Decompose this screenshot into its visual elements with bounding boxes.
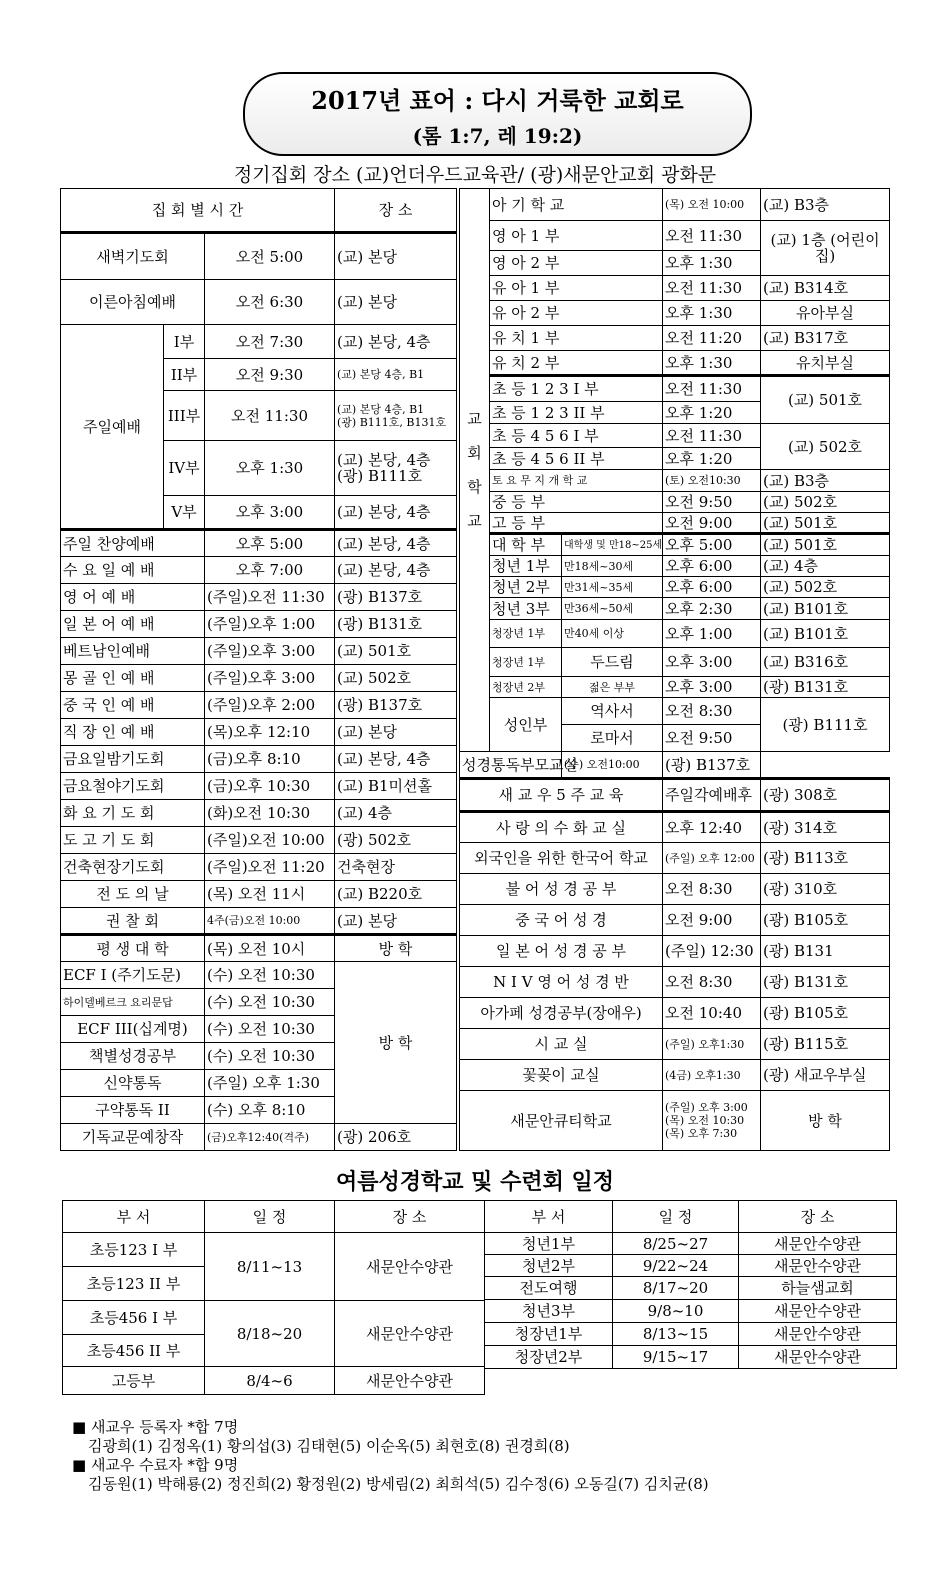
motto-verse: (롬 1:7, 레 19:2)	[412, 124, 583, 148]
summer-place: 새문안수양관	[739, 1300, 897, 1323]
school-place: (교) B314호	[761, 276, 890, 301]
class-name: ECF III(십계명)	[61, 1016, 205, 1043]
service-name: 화 요 기 도 회	[61, 800, 205, 827]
young-name: 청장년 2부	[490, 677, 562, 698]
other-name: 외국인을 위한 한국어 학교	[460, 843, 663, 874]
sunday-place-2: (광) B111호	[337, 467, 423, 485]
school-time: 오전 9:50	[663, 492, 761, 513]
class-name: 하이델베르크 요리문답	[61, 989, 205, 1016]
other-place: (광) B131	[761, 936, 890, 967]
parents-name: 성경통독부모교실	[460, 752, 562, 779]
young-time: 오후 2:30	[663, 598, 761, 620]
school-name: 초 등 4 5 6 II 부	[490, 448, 663, 470]
young-name: 대 학 부	[490, 534, 562, 556]
sunday-part: III부	[164, 391, 205, 441]
service-place: (광) 502호	[335, 827, 457, 854]
other-time: (4금) 오후1:30	[663, 1060, 761, 1091]
service-time: (주일)오전 11:30	[205, 584, 335, 611]
class-name: 신약통독	[61, 1070, 205, 1097]
young-sub: 만36세~50세	[562, 598, 663, 620]
young-sub: 대학생 및 만18~25세	[562, 534, 663, 556]
service-name: 권 찰 회	[61, 908, 205, 935]
young-sub: 젊은 부부	[562, 677, 663, 698]
service-name: 영 어 예 배	[61, 584, 205, 611]
school-name: 초 등 1 2 3 II 부	[490, 402, 663, 424]
summer-place: 새문안수양관	[739, 1323, 897, 1346]
school-place: (교) 1층 (어린이집)	[761, 221, 890, 276]
other-time: (주일) 12:30	[663, 936, 761, 967]
summer-right-table	[484, 1200, 897, 1369]
other-name: 꽃꽂이 교실	[460, 1060, 663, 1091]
school-name: 유 아 1 부	[490, 276, 663, 301]
young-time: 오후 1:00	[663, 620, 761, 648]
registrant-names: 김광희(1) 김정옥(1) 황의섭(3) 김태현(5) 이순옥(5) 최현호(8) 권경희(8)	[88, 1437, 570, 1455]
service-place: (교) B220호	[335, 881, 457, 908]
parents-place: (광) B137호	[663, 752, 761, 779]
service-time: (목) 오전 11시	[205, 881, 335, 908]
summer-date: 9/8~10	[613, 1300, 739, 1323]
service-name: 주일 찬양예배	[61, 530, 205, 557]
service-place: (교) 본당, 4층	[335, 557, 457, 584]
school-time: 오후 1:20	[663, 402, 761, 424]
service-place: (교) 502호	[335, 665, 457, 692]
worship-schedule-table	[60, 188, 457, 1151]
school-place: (교) 502호	[761, 424, 890, 470]
summer-dept: 초등123 I 부	[63, 1233, 205, 1267]
sunday-part: V부	[164, 496, 205, 530]
sunday-part: I부	[164, 325, 205, 359]
summer-dept: 전도여행	[485, 1277, 613, 1300]
young-time: 오후 5:00	[663, 534, 761, 556]
young-place: (교) B101호	[761, 598, 890, 620]
school-label: 교 회 학 교	[460, 189, 490, 752]
service-time: 4주(금)오전 10:00	[205, 908, 335, 935]
beauty-time: (목) 오후 7:30	[665, 1127, 738, 1140]
early-name: 이른아침예배	[61, 280, 205, 325]
school-time: 오후 1:30	[663, 301, 761, 326]
registrant-title: ■ 새교우 등록자 *합 7명	[72, 1418, 239, 1436]
school-place: (교) 501호	[761, 376, 890, 424]
sunday-place: (교) 본당, 4층	[337, 451, 431, 469]
college-place: 방 학	[335, 935, 457, 962]
service-time: (주일)오후 1:00	[205, 611, 335, 638]
young-name: 청년 1부	[490, 556, 562, 577]
other-time: (주일) 오후 12:00	[663, 843, 761, 874]
other-time: 오후 12:40	[663, 812, 761, 843]
sunday-time: 오전 11:30	[205, 391, 335, 441]
school-name: 유 치 1 부	[490, 326, 663, 351]
school-name: 영 아 2 부	[490, 251, 663, 276]
class-time: (수) 오전 10:30	[205, 962, 335, 989]
young-place: (교) B101호	[761, 620, 890, 648]
summer-place: 새문안수양관	[739, 1346, 897, 1369]
summer-head-date: 일 정	[205, 1201, 335, 1233]
other-name: 아가페 성경공부(장애우)	[460, 998, 663, 1029]
classes-place: 방 학	[335, 962, 457, 1124]
college-time: (목) 오전 10시	[205, 935, 335, 962]
other-time: 오전 9:00	[663, 905, 761, 936]
school-time: 오전 11:30	[663, 424, 761, 448]
venue-line: 정기집회 장소 (교)언더우드교육관/ (광)새문안교회 광화문	[233, 164, 717, 186]
school-place: (교) 501호	[761, 513, 890, 534]
service-name: 중 국 인 예 배	[61, 692, 205, 719]
other-place: (광) 314호	[761, 812, 890, 843]
beauty-place: 방 학	[761, 1091, 890, 1151]
class-name: ECF I (주기도문)	[61, 962, 205, 989]
class-name: 구약통독 II	[61, 1097, 205, 1124]
other-place: (광) B105호	[761, 998, 890, 1029]
class-time: (수) 오전 10:30	[205, 1043, 335, 1070]
school-place: (교) 502호	[761, 492, 890, 513]
summer-place: 하늘샘교회	[739, 1277, 897, 1300]
summer-place: 새문안수양관	[739, 1233, 897, 1255]
school-time: 오전 11:20	[663, 326, 761, 351]
newcomer-time: 주일각예배후	[663, 779, 761, 812]
young-place: (교) B316호	[761, 648, 890, 677]
early-time: 오전 6:30	[205, 280, 335, 325]
motto-banner	[243, 72, 752, 156]
service-place: 건축현장	[335, 854, 457, 881]
summer-date: 9/15~17	[613, 1346, 739, 1369]
service-place: (교) B1미션홀	[335, 773, 457, 800]
summer-dept: 청년3부	[485, 1300, 613, 1323]
summer-date: 8/4~6	[205, 1367, 335, 1395]
summer-dept: 초등123 II 부	[63, 1267, 205, 1301]
service-time: (금)오후 8:10	[205, 746, 335, 773]
sunday-place: (교) 본당, 4층	[335, 496, 457, 530]
summer-dept: 초등456 I 부	[63, 1301, 205, 1335]
service-time: (주일)오후 3:00	[205, 638, 335, 665]
choir-place: (광) 206호	[335, 1124, 457, 1151]
class-time: (수) 오전 10:30	[205, 989, 335, 1016]
summer-date: 8/11~13	[205, 1233, 335, 1301]
service-name: 직 장 인 예 배	[61, 719, 205, 746]
school-time: (목) 오전 10:00	[663, 189, 761, 221]
school-place: 유아부실	[761, 301, 890, 326]
service-time: 오후 7:00	[205, 557, 335, 584]
choir-name: 기독교문예창작	[61, 1124, 205, 1151]
sunday-time: 오전 9:30	[205, 359, 335, 391]
school-name: 초 등 1 2 3 I 부	[490, 376, 663, 402]
summer-left-table	[62, 1200, 485, 1395]
sunday-time: 오후 1:30	[205, 441, 335, 496]
service-time: (금)오후 10:30	[205, 773, 335, 800]
newcomer-place: (광) 308호	[761, 779, 890, 812]
young-name: 청장년 1부	[490, 620, 562, 648]
young-time: 오후 6:00	[663, 556, 761, 577]
summer-place: 새문안수양관	[739, 1255, 897, 1277]
young-time: 오후 3:00	[663, 648, 761, 677]
adult-sub: 로마서	[562, 725, 663, 752]
school-place: (교) B3층	[761, 189, 890, 221]
school-time: 오후 1:30	[663, 251, 761, 276]
young-sub: 두드림	[562, 648, 663, 677]
school-time: 오전 11:30	[663, 221, 761, 251]
summer-dept: 청장년1부	[485, 1323, 613, 1346]
summer-title: 여름성경학교 및 수련회 일정	[335, 1169, 614, 1195]
summer-dept: 청년2부	[485, 1255, 613, 1277]
other-place: (광) B105호	[761, 905, 890, 936]
other-place: (광) B131호	[761, 967, 890, 998]
service-place: (광) B131호	[335, 611, 457, 638]
other-place: (광) 새교우부실	[761, 1060, 890, 1091]
school-time: 오전 9:00	[663, 513, 761, 534]
parents-time: (수) 오전10:00	[562, 752, 663, 779]
summer-place: 새문안수양관	[335, 1301, 485, 1367]
school-name: 영 아 1 부	[490, 221, 663, 251]
class-time: (수) 오후 8:10	[205, 1097, 335, 1124]
school-name: 아 기 학 교	[490, 189, 663, 221]
sunday-place: (교) 본당 4층, B1	[337, 402, 425, 416]
service-time: (주일)오후 2:00	[205, 692, 335, 719]
young-place: (교) 502호	[761, 577, 890, 598]
service-name: 베트남인예배	[61, 638, 205, 665]
sunday-part: II부	[164, 359, 205, 391]
other-name: 사 랑 의 수 화 교 실	[460, 812, 663, 843]
other-time: 오전 10:40	[663, 998, 761, 1029]
sunday-place: (교) 본당, 4층	[335, 325, 457, 359]
school-time: 오전 11:30	[663, 276, 761, 301]
summer-dept: 청년1부	[485, 1233, 613, 1255]
summer-head-date: 일 정	[613, 1201, 739, 1233]
summer-date: 8/18~20	[205, 1301, 335, 1367]
service-time: (주일)오후 3:00	[205, 665, 335, 692]
college-name: 평 생 대 학	[61, 935, 205, 962]
service-time: (주일)오전 10:00	[205, 827, 335, 854]
school-time: 오후 1:30	[663, 351, 761, 376]
young-sub: 만18세~30세	[562, 556, 663, 577]
sunday-place: (교) 본당 4층, B1	[335, 359, 457, 391]
service-place: (광) B137호	[335, 692, 457, 719]
sunday-time: 오후 3:00	[205, 496, 335, 530]
other-time: (주일) 오후1:30	[663, 1029, 761, 1060]
choir-time: (금)오후12:40(격주)	[205, 1124, 335, 1151]
beauty-time: (주일) 오후 3:00	[665, 1101, 748, 1114]
young-place: (교) 501호	[761, 534, 890, 556]
school-time: 오전 11:30	[663, 376, 761, 402]
summer-dept: 고등부	[63, 1367, 205, 1395]
sunday-time: 오전 7:30	[205, 325, 335, 359]
other-name: 일 본 어 성 경 공 부	[460, 936, 663, 967]
beauty-time: (목) 오전 10:30	[665, 1114, 745, 1127]
summer-date: 8/13~15	[613, 1323, 739, 1346]
school-name: 고 등 부	[490, 513, 663, 534]
summer-date: 9/22~24	[613, 1255, 739, 1277]
summer-place: 새문안수양관	[335, 1233, 485, 1301]
summer-head-dept: 부 서	[485, 1201, 613, 1233]
other-name: N I V 영 어 성 경 반	[460, 967, 663, 998]
sunday-name: 주일예배	[61, 325, 164, 530]
service-place: (광) B137호	[335, 584, 457, 611]
dawn-time: 오전 5:00	[205, 233, 335, 280]
school-schedule-table	[459, 188, 890, 1151]
service-name: 도 고 기 도 회	[61, 827, 205, 854]
other-time: 오전 8:30	[663, 967, 761, 998]
other-name: 중 국 어 성 경	[460, 905, 663, 936]
other-place: (광) B115호	[761, 1029, 890, 1060]
summer-dept: 청장년2부	[485, 1346, 613, 1369]
adult-name: 성인부	[490, 698, 562, 752]
summer-place: 새문안수양관	[335, 1367, 485, 1395]
newcomer-name: 새 교 우 5 주 교 육	[460, 779, 663, 812]
school-time: (토) 오전10:30	[663, 470, 761, 492]
young-name: 청년 3부	[490, 598, 562, 620]
school-place: 유치부실	[761, 351, 890, 376]
school-time: 오후 1:20	[663, 448, 761, 470]
newcomer-notes	[72, 1418, 709, 1494]
service-name: 금요일밤기도회	[61, 746, 205, 773]
summer-head-dept: 부 서	[63, 1201, 205, 1233]
motto-title: 2017년 표어 : 다시 거룩한 교회로	[311, 86, 684, 115]
service-time: (화)오전 10:30	[205, 800, 335, 827]
dawn-place: (교) 본당	[335, 233, 457, 280]
school-name: 유 치 2 부	[490, 351, 663, 376]
service-name: 몽 골 인 예 배	[61, 665, 205, 692]
service-name: 전 도 의 날	[61, 881, 205, 908]
dawn-name: 새벽기도회	[61, 233, 205, 280]
other-place: (광) B113호	[761, 843, 890, 874]
other-name: 불 어 성 경 공 부	[460, 874, 663, 905]
young-name: 청년 2부	[490, 577, 562, 598]
header-place: 장 소	[335, 189, 457, 233]
summer-head-place: 장 소	[335, 1201, 485, 1233]
header-time: 집 회 별 시 간	[61, 189, 335, 233]
class-name: 책별성경공부	[61, 1043, 205, 1070]
young-name: 청장년 1부	[490, 648, 562, 677]
other-time: 오전 8:30	[663, 874, 761, 905]
other-place: (광) 310호	[761, 874, 890, 905]
service-place: (교) 본당	[335, 908, 457, 935]
service-name: 금요철야기도회	[61, 773, 205, 800]
young-time: 오후 6:00	[663, 577, 761, 598]
summer-head-place: 장 소	[739, 1201, 897, 1233]
summer-date: 8/17~20	[613, 1277, 739, 1300]
service-place: (교) 501호	[335, 638, 457, 665]
other-name: 시 교 실	[460, 1029, 663, 1060]
school-name: 초 등 4 5 6 I 부	[490, 424, 663, 448]
service-name: 건축현장기도회	[61, 854, 205, 881]
school-name: 토 요 무 지 개 학 교	[490, 470, 663, 492]
beauty-name: 새문안큐티학교	[460, 1091, 663, 1151]
service-place: (교) 본당	[335, 719, 457, 746]
young-place: (광) B131호	[761, 677, 890, 698]
adult-sub: 역사서	[562, 698, 663, 725]
young-sub: 만31세~35세	[562, 577, 663, 598]
young-place: (교) 4층	[761, 556, 890, 577]
service-time: (주일)오전 11:20	[205, 854, 335, 881]
class-time: (수) 오전 10:30	[205, 1016, 335, 1043]
service-time: (목)오후 12:10	[205, 719, 335, 746]
young-sub: 만40세 이상	[562, 620, 663, 648]
school-place: (교) B3층	[761, 470, 890, 492]
class-time: (주일) 오후 1:30	[205, 1070, 335, 1097]
service-place: (교) 본당, 4층	[335, 746, 457, 773]
service-place: (교) 본당, 4층	[335, 530, 457, 557]
graduate-names: 김동원(1) 박해룡(2) 정진희(2) 황정원(2) 방세림(2) 최희석(5) 김수정(6) 오동길(7) 김치균(8)	[88, 1475, 709, 1493]
school-name: 중 등 부	[490, 492, 663, 513]
summer-dept: 초등456 II 부	[63, 1335, 205, 1367]
service-place: (교) 4층	[335, 800, 457, 827]
sunday-place-2: (광) B111호, B131호	[337, 415, 447, 429]
service-time: 오후 5:00	[205, 530, 335, 557]
sunday-part: IV부	[164, 441, 205, 496]
school-place: (교) B317호	[761, 326, 890, 351]
service-name: 수 요 일 예 배	[61, 557, 205, 584]
school-name: 유 아 2 부	[490, 301, 663, 326]
early-place: (교) 본당	[335, 280, 457, 325]
adult-place: (광) B111호	[761, 698, 890, 752]
adult-time: 오전 8:30	[663, 698, 761, 725]
summer-date: 8/25~27	[613, 1233, 739, 1255]
graduate-title: ■ 새교우 수료자 *합 9명	[72, 1456, 239, 1474]
young-time: 오후 3:00	[663, 677, 761, 698]
adult-time: 오전 9:50	[663, 725, 761, 752]
service-name: 일 본 어 예 배	[61, 611, 205, 638]
